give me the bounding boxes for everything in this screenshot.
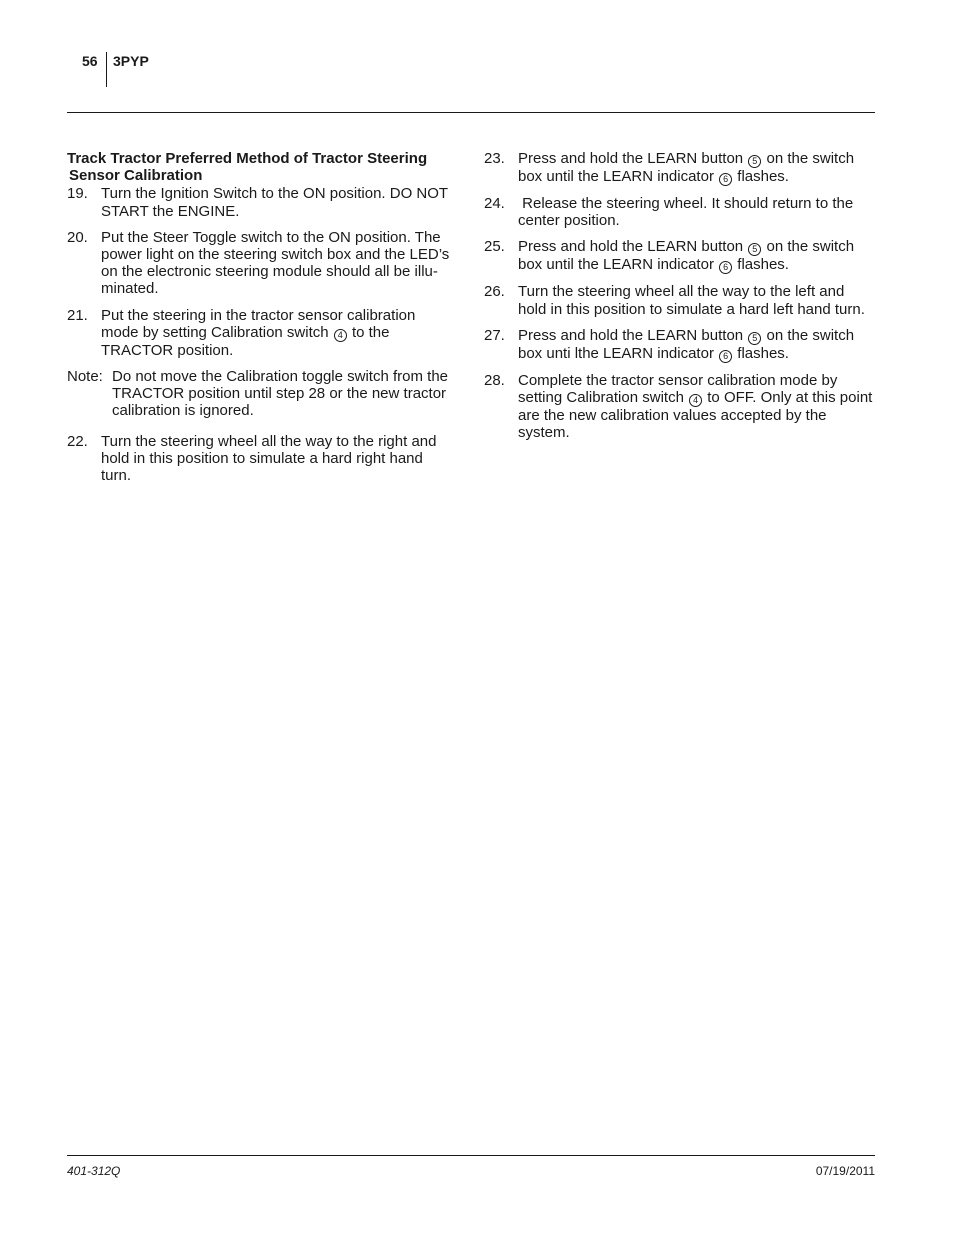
- step-text: Complete the tractor sensor calibration mode by setting Calibration switch: [518, 371, 838, 407]
- step-number: 25.: [484, 238, 505, 256]
- step-text: flashes.: [737, 256, 789, 274]
- step-text: flashes.: [737, 168, 789, 185]
- right-column: [484, 150, 876, 450]
- section-heading-line2: Sensor Calibration: [69, 167, 203, 185]
- step-number: 22.: [67, 432, 88, 450]
- step-text: Put the Steer Toggle switch to the ON position. The power light on the steering switch box and the LED’s on the electronic steering module should all be illu- minated.: [101, 228, 450, 298]
- section-heading-line1: Track Tractor Preferred Method of Tractor Steering: [67, 150, 428, 167]
- header-title: 3PYP: [113, 53, 149, 69]
- header-rule: [67, 112, 875, 113]
- step-24: [484, 195, 876, 229]
- footer-rule: [67, 1155, 875, 1156]
- step-text: Turn the Ignition Switch to the ON position. DO NOT START the ENGINE.: [101, 185, 448, 220]
- step-text: to the TRACTOR position.: [101, 323, 390, 359]
- step-19: [67, 185, 457, 219]
- step-text: Press and hold the LEARN button: [518, 326, 744, 344]
- step-number: 24.: [484, 195, 505, 212]
- callout-5-marker: 5: [748, 332, 761, 345]
- callout-4-marker: 4: [689, 394, 702, 407]
- step-number: 26.: [484, 283, 505, 301]
- step-number: 19.: [67, 185, 88, 203]
- step-28: [484, 372, 876, 442]
- note: [67, 368, 457, 420]
- callout-5-marker: 5: [748, 243, 761, 256]
- step-text: on the switch box unti lthe LEARN indicator: [518, 326, 855, 362]
- step-number: 23.: [484, 150, 505, 167]
- step-text: Put the steering in the tractor sensor calibration mode by setting Calibration switch: [101, 306, 416, 341]
- section-heading: [67, 150, 457, 184]
- note-text: Do not move the Calibration toggle switch from the TRACTOR position until step 28 or the new tractor calibration is ignored.: [112, 368, 448, 420]
- step-text: Release the steering wheel. It should return to the center position.: [518, 195, 858, 230]
- callout-5-marker: 5: [748, 155, 761, 168]
- header-divider: [106, 52, 107, 87]
- callout-4-marker: 4: [334, 329, 347, 342]
- step-text: Press and hold the LEARN button: [518, 150, 744, 167]
- step-text: on the switch box until the LEARN indicator: [518, 150, 855, 185]
- step-text: Turn the steering wheel all the way to the right and hold in this position to simulate a hard right hand turn.: [101, 432, 437, 485]
- document-date: 07/19/2011: [815, 1164, 875, 1178]
- step-22: [67, 433, 457, 485]
- step-number: 20.: [67, 228, 88, 246]
- callout-6-marker: 6: [719, 173, 732, 186]
- page-number: 56: [82, 53, 98, 69]
- left-column: [67, 150, 457, 493]
- step-text: flashes.: [737, 344, 789, 362]
- step-text: to OFF. Only at this point are the new calibration values accepted by the system.: [518, 389, 873, 442]
- callout-6-marker: 6: [719, 261, 732, 274]
- step-number: 21.: [67, 306, 88, 324]
- step-20: [67, 229, 457, 298]
- step-number: 28.: [484, 371, 505, 389]
- step-21: [67, 307, 457, 359]
- callout-6-marker: 6: [719, 350, 732, 363]
- step-text: on the switch box until the LEARN indicator: [518, 238, 855, 274]
- step-text: Press and hold the LEARN button: [518, 238, 744, 256]
- step-text: Turn the steering wheel all the way to the left and hold in this position to simulate a hard left hand turn.: [518, 283, 865, 318]
- step-23: [484, 150, 876, 186]
- step-25: [484, 238, 876, 274]
- note-label: Note:: [67, 368, 103, 386]
- step-26: [484, 283, 876, 317]
- step-27: [484, 327, 876, 363]
- step-number: 27.: [484, 326, 505, 344]
- document-number: 401-312Q: [67, 1164, 121, 1178]
